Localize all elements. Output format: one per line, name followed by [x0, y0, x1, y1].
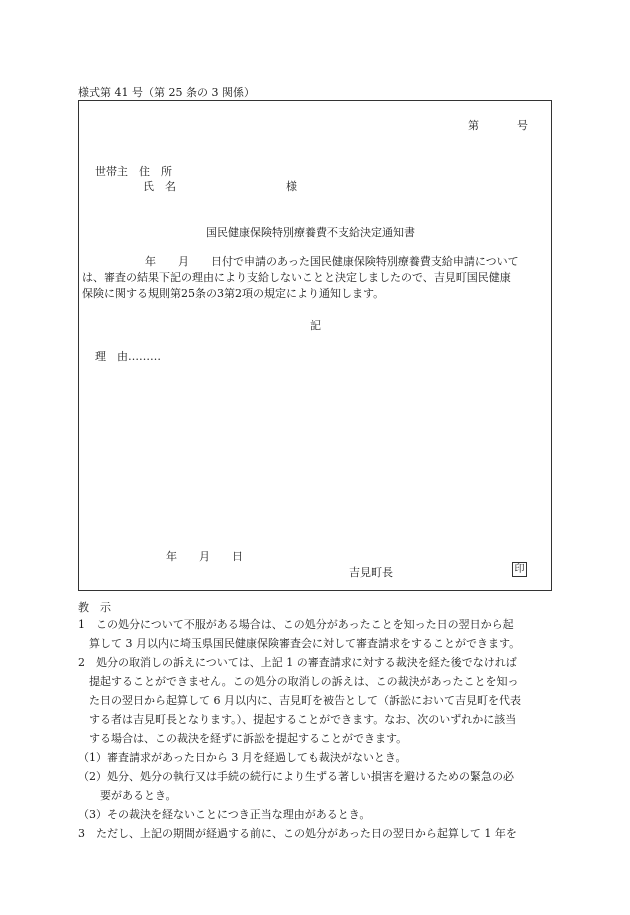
instruction-line: する者は吉見町長となります。）、提起することができます。なお、次のいずれかに該当: [89, 713, 517, 726]
instruction-line: 3 ただし、上記の期間が経過する前に、この処分があった日の翌日から起算して 1 年を: [78, 827, 517, 840]
honorific: 様: [286, 180, 297, 193]
addressee-name-label: 氏 名: [143, 180, 176, 193]
instruction-line: （1）審査請求があった日から 3 月を経過しても裁決がないとき。: [78, 751, 407, 764]
instruction-line: 要があるとき。: [100, 789, 177, 802]
notice-title: 国民健康保険特別療養費不支給決定通知書: [206, 226, 415, 239]
instruction-line: 算して 3 月以内に埼玉県国民健康保険審査会に対して審査請求をすることができます。: [89, 637, 521, 650]
form-number: 様式第 41 号（第 25 条の 3 関係）: [78, 86, 255, 99]
body-line-2: は、審査の結果下記の理由により支給しないことと決定しましたので、吉見町国民健康: [82, 271, 511, 284]
body-line-1: 年 月 日付で申請のあった国民健康保険特別療養費支給申請について: [145, 255, 519, 268]
notice-number-prefix: 第: [468, 119, 479, 132]
instruction-line: 1 この処分について不服がある場合は、この処分があったことを知った日の翌日から起: [78, 618, 514, 631]
seal-stamp: 印: [512, 562, 527, 577]
ki-heading: 記: [310, 319, 321, 332]
date-line: 年 月 日: [166, 550, 243, 563]
instruction-line: する場合は、この裁決を経ずに訴訟を提起することができます。: [89, 732, 408, 745]
notice-number-suffix: 号: [517, 119, 528, 132]
instruction-line: 提起することができません。この処分の取消しの訴えは、この裁決があったことを知っ: [89, 675, 519, 688]
instruction-line: た日の翌日から起算して 6 月以内に、吉見町を被告として（訴訟において吉見町を代表: [89, 694, 521, 707]
issuer: 吉見町長: [349, 566, 393, 579]
instruction-line: （3）その裁決を経ないことにつき正当な理由があるとき。: [78, 808, 371, 821]
reason-label: 理 由………: [95, 350, 161, 363]
instructions-heading: 教 示: [78, 601, 111, 614]
instruction-line: （2）処分、処分の執行又は手続の続行により生ずる著しい損害を避けるための緊急の必: [78, 770, 514, 783]
body-line-3: 保険に関する規則第25条の3第2項の規定により通知します。: [82, 287, 385, 300]
addressee-address-label: 世帯主 住 所: [95, 165, 172, 178]
instruction-line: 2 処分の取消しの訴えについては、上記 1 の審査請求に対する裁決を経た後でなければ: [78, 656, 517, 669]
